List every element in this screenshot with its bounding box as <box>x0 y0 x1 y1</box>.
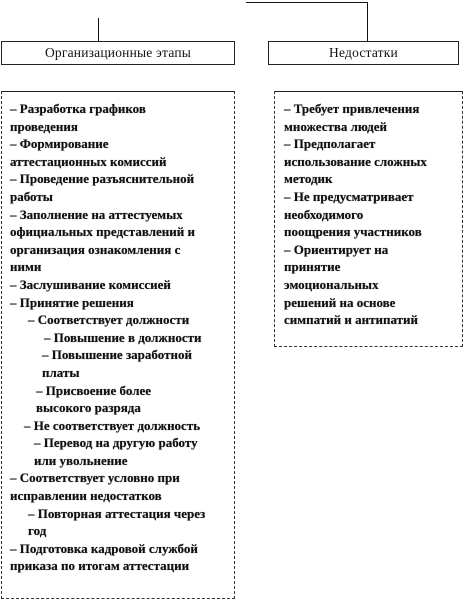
stage-item <box>10 346 234 381</box>
stage-item <box>10 417 234 435</box>
stage-item-line: – Соответствует условно при <box>10 470 180 486</box>
stage-item-line: – Повторная аттестация через <box>28 505 206 521</box>
drawbacks-list-box <box>274 91 463 347</box>
drawback-item <box>284 241 462 329</box>
stage-item-line: – Присвоение более <box>36 382 152 398</box>
stage-item-line: или увольнение <box>34 452 128 468</box>
drawback-item-line: – Предполагает <box>284 136 376 152</box>
stage-item-line: работы <box>10 188 53 204</box>
drawback-item-line: – Ориентирует на <box>284 241 389 257</box>
stage-item-line: – Перевод на другую работу <box>34 435 198 451</box>
stage-item-line: – Повышение заработной <box>42 347 192 363</box>
stages-list <box>10 100 234 575</box>
stage-item <box>10 294 234 312</box>
stage-item <box>10 329 234 347</box>
stage-item-line: ними <box>10 259 42 275</box>
stage-item <box>10 505 234 540</box>
stage-item-line: – Заполнение на аттестуемых <box>10 206 183 222</box>
drawback-item-line: множества людей <box>284 118 387 134</box>
stage-item-line: – Подготовка кадровой службой <box>10 540 198 556</box>
stage-item-line: – Не соответствует должность <box>24 417 201 433</box>
drawback-item-line: использование сложных <box>284 153 427 169</box>
stage-item <box>10 311 234 329</box>
drawback-item-line: – Требует привлечения <box>284 101 420 116</box>
stage-item <box>10 135 234 170</box>
stage-item-line: проведения <box>10 118 78 134</box>
drawback-item-line: поощрения участников <box>284 224 422 240</box>
stages-header-box <box>1 41 235 65</box>
drawbacks-header-box <box>268 41 459 65</box>
drawback-item-line: принятие <box>284 259 341 275</box>
stage-item-line: высокого разряда <box>36 400 141 416</box>
stage-item-line: – Принятие решения <box>10 294 134 310</box>
stage-item-line: аттестационных комиссий <box>10 153 167 169</box>
stage-item <box>10 540 234 575</box>
stage-item-line: – Заслушивание комиссией <box>10 276 171 292</box>
stages-list-box <box>1 91 235 599</box>
drawback-item <box>284 188 462 241</box>
stage-item <box>10 276 234 294</box>
stage-item <box>10 100 234 135</box>
stage-item-line: – Повышение в должности <box>44 329 202 345</box>
stage-item <box>10 469 234 504</box>
stage-item-line: – Формирование <box>10 136 109 152</box>
drawback-item-line: решений на основе <box>284 294 396 310</box>
stage-item <box>10 382 234 417</box>
drawback-item-line: эмоциональных <box>284 276 379 292</box>
stage-item-line: платы <box>42 364 80 380</box>
stage-item-line: – Разработка графиков <box>10 101 146 116</box>
connector-left-vertical <box>98 18 99 41</box>
stage-item-line: приказа по итогам аттестации <box>10 558 190 574</box>
stage-item-line: – Проведение разъяснительной <box>10 171 195 187</box>
drawback-item-line: необходимого <box>284 206 364 222</box>
stage-item-line: организация ознакомления с <box>10 241 181 257</box>
drawbacks-header-title: Недостатки <box>329 45 398 60</box>
stage-item <box>10 434 234 469</box>
stages-header-title: Организационные этапы <box>44 45 192 60</box>
stage-item-line: – Соответствует должности <box>28 312 190 328</box>
connector-top-horizontal <box>246 2 368 3</box>
drawback-item-line: симпатий и антипатий <box>284 312 419 328</box>
drawback-item <box>284 100 462 135</box>
drawback-item-line: – Не предусматривает <box>284 188 414 204</box>
stage-item-line: исправлении недостатков <box>10 488 162 504</box>
drawbacks-list <box>284 100 462 329</box>
drawback-item <box>284 135 462 188</box>
stage-item <box>10 170 234 205</box>
stage-item <box>10 206 234 276</box>
connector-right-vertical <box>367 2 368 41</box>
drawback-item-line: методик <box>284 171 333 187</box>
stage-item-line: год <box>28 523 47 539</box>
stage-item-line: официальных представлений и <box>10 224 195 240</box>
